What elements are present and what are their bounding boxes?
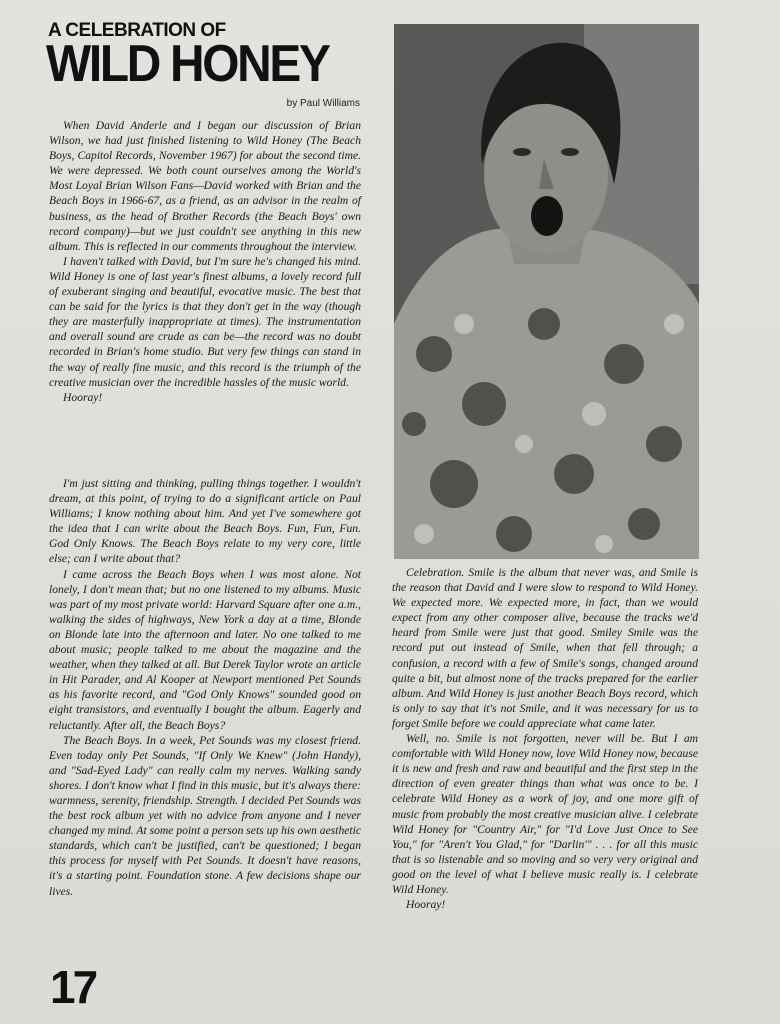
paragraph: I'm just sitting and thinking, pulling things together. I wouldn't dream, at this point, of trying to do a significant article on Paul Williams; I know nothing about him. And yet I've somewhere got the idea that I can write about the Beach Boys. Fun, Fun, Fun. God Only Knows. The Beach Boys relate to my very core, little else; can I write about that? [49, 477, 361, 566]
article-column-left-top [49, 118, 361, 405]
byline: by Paul Williams [286, 98, 360, 109]
headline-title: WILD HONEY [46, 35, 329, 93]
paragraph: I came across the Beach Boys when I was most alone. Not lonely, I don't mean that; but no one listened to my albums. Music was part of my most private world: Harvard Square after one a.m., walking the sides of highways, New York a day at a time, Blonde on Blonde late into the afternoon and later. No one talked to me about music; people talked to me about the magazine and the weather, when they talked at all. But Derek Taylor wrote an article in Hit Parader, and Al Kooper at Newport mentioned Pet Sounds as his favorite record, and "God Only Knows" sounded good on eight transistors, and eventually I bought the album. Eagerly and reluctantly. After all, the Beach Boys? [49, 567, 361, 732]
paragraph: Hooray! [63, 390, 103, 404]
paragraph: Celebration. Smile is the album that never was, and Smile is the reason that David and I were slow to respond to Wild Honey. We expected more. We expected more, in fact, than we would expect from any other composer alive, because the tracks we'd heard from Smile were just that good. Smiley Smile was the record put out instead of Smile, when that fell through; a confusion, a record with a few of Smile's songs, changed around quite a bit, but almost none of the tracks prepared for the earlier album. And Wild Honey is just another Beach Boys record, which is only to say that it's not Smile, and it was necessary for us to forget Smile before we could appreciate what came later. [392, 566, 698, 730]
paragraph: When David Anderle and I began our discussion of Brian Wilson, we had just finished listening to Wild Honey (The Beach Boys, Capitol Records, November 1967) for about the second time. We were depressed. We both count ourselves among the World's Most Loyal Brian Wilson Fans—David worked with Brian and the Beach Boys in 1966-67, as a friend, as an advisor in the realm of business, as the head of Brother Records (the Beach Boys' own record company)—but we just couldn't see anything in this new album. This is reflected in our comments throughout the interview. [49, 119, 361, 253]
article-column-left-bottom [49, 476, 361, 899]
article-column-right [392, 565, 698, 912]
paragraph: I haven't talked with David, but I'm sure he's changed his mind. Wild Honey is one of last year's finest albums, a lovely record full of exuberant singing and beautiful, evocative music. The best that can be said for the lyrics is that they don't get in the way (though they are masterfully inappropriate at times). The instrumentation and overall sound are crude as can be—the record was no doubt recorded in Brian's home studio. But very few things can stand in the way of really fine music, and this record is the triumph of the creative musician over the incredible hassles of the music world. [49, 254, 361, 389]
paragraph: Hooray! [406, 898, 446, 912]
paragraph: Well, no. Smile is not forgotten, never will be. But I am comfortable with Wild Honey now, love Wild Honey now, because it is new and fresh and raw and beautiful and the first step in the direction of even greater things than what was once to be. I celebrate Wild Honey as a work of joy, and one more gift of music from probably the most creative musician alive. I celebrate Wild Honey for "Country Air," for "I'd Love Just Once to See You," for "Aren't You Glad," for "Darlin'" . . . for all this music that is so listenable and so moving and so very very original and good on the level of what I believe music really is. I celebrate Wild Honey. [392, 732, 698, 896]
photo-illustration [394, 24, 699, 559]
paragraph: The Beach Boys. In a week, Pet Sounds was my closest friend. Even today only Pet Sounds, "If Only We Knew" (John Handy), and "Sad-Eyed Lady" can really calm my nerves. Walking sandy shores. I don't know what I find in this music, but it's always there: warmness, serenity, friendship. Strength. I decided Pet Sounds was the best rock album yet with no advice from anyone and I never changed my mind. At some point a person sets up his own aesthetic standards, which can't be justified, can't be questioned; I began this process for myself with Pet Sounds. It doesn't have reasons, it's a starting point. Foundation stone. A few decisions shape our lives. [49, 733, 361, 898]
photo-brian-wilson [394, 24, 699, 559]
headline-kicker: A CELEBRATION OF [48, 20, 226, 41]
page-number: 17 [50, 961, 96, 1013]
